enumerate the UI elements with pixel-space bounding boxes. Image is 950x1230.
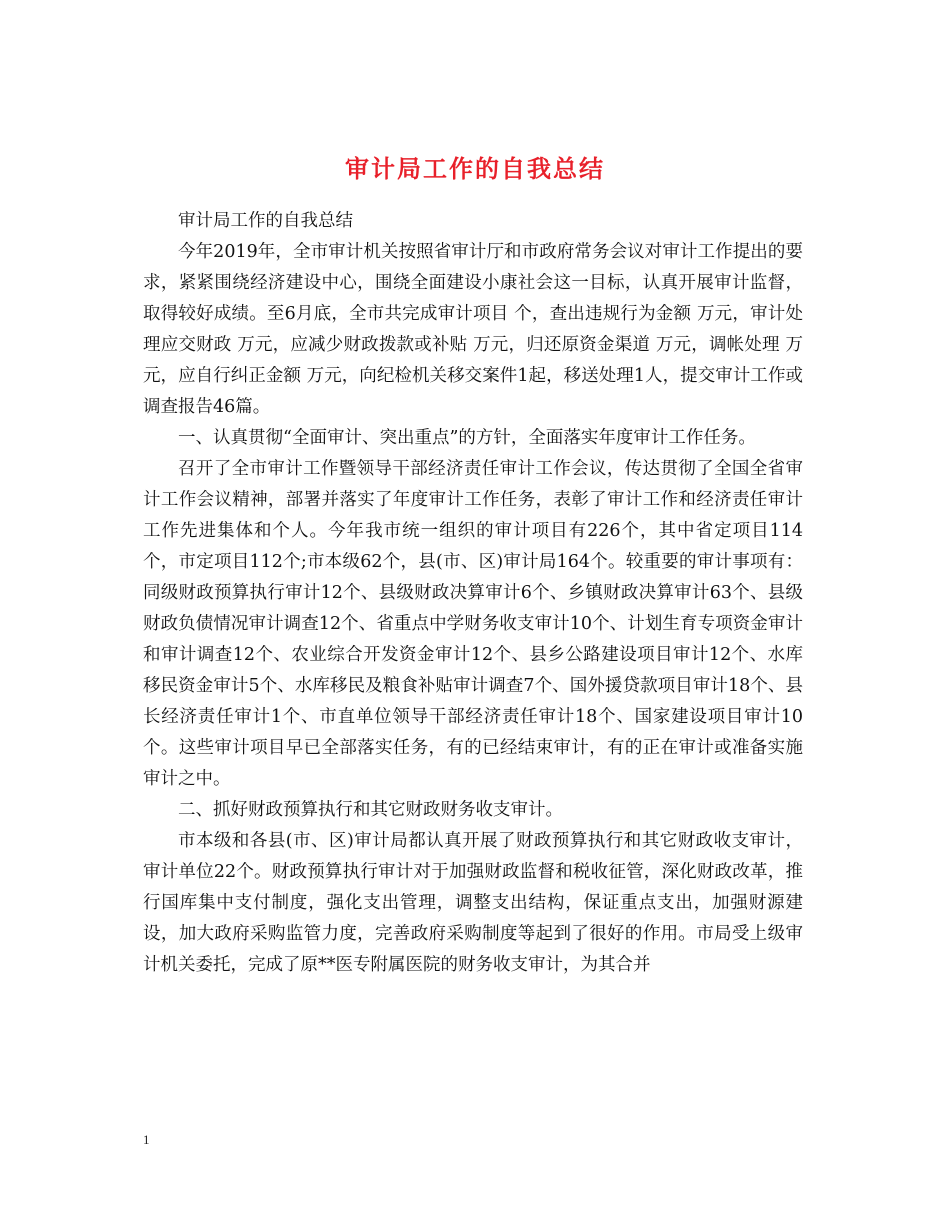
paragraph-intro: 今年2019年，全市审计机关按照省审计厅和市政府常务会议对审计工作提出的要求，紧紧围绕经济建设中心，围绕全面建设小康社会这一目标，认真开展审计监督，取得较好成绩。至6月底，全市共完成审计项目 个，查出违规行为金额 万元，审计处理应交财政 万元，应减少财政拨款或补贴 万元，归还原资金渠道 万元，调帐处理 万元，应自行纠正金额 万元，向纪检机关移交案件1起，移送处理1人，提交审计工作或调查报告46篇。 [143,242,803,417]
section-heading-1: 一、认真贯彻“全面审计、突出重点”的方针，全面落实年度审计工作任务。 [178,428,756,448]
paragraph-section-1: 召开了全市审计工作暨领导干部经济责任审计工作会议，传达贯彻了全国全省审计工作会议精神，部署并落实了年度审计工作任务，表彰了审计工作和经济责任审计工作先进集体和个人。今年我市统一组织的审计项目有226个，其中省定项目114 个，市定项目112个;市本级62个，县(市、区)审计局164个。较重要的审计事项有：同级财政预算执行审计12个、县级财政决算审计6个、乡镇财政决算审计63个、县级财政负债情况审计调查12个、省重点中学财务收支审计10个、计划生育专项资金审计和审计调查12个、农业综合开发资金审计12个、县乡公路建设项目审计12个、水库移民资金审计5个、水库移民及粮食补贴审计调查7个、国外援贷款项目审计18个、县长经济责任审计1个、市直单位领导干部经济责任审计18个、国家建设项目审计10个。这些审计项目早已全部落实任务，有的已经结束审计，有的正在审计或准备实施审计之中。 [143,459,803,789]
document-body [143,206,803,981]
document-title: 审计局工作的自我总结 [345,155,605,184]
paragraph-section-2: 市本级和各县(市、区)审计局都认真开展了财政预算执行和其它财政收支审计，审计单位22个。财政预算执行审计对于加强财政监督和税收征管，深化财政改革，推行国库集中支付制度，强化支出管理，调整支出结构，保证重点支出，加强财源建设，加大政府采购监管力度，完善政府采购制度等起到了很好的作用。市局受上级审计机关委托，完成了原**医专附属医院的财务收支审计，为其合并 [143,831,803,975]
page-number: 1 [143,1132,150,1147]
paragraph-subtitle: 审计局工作的自我总结 [178,211,353,231]
section-heading-2: 二、抓好财政预算执行和其它财政财务收支审计。 [178,800,563,820]
